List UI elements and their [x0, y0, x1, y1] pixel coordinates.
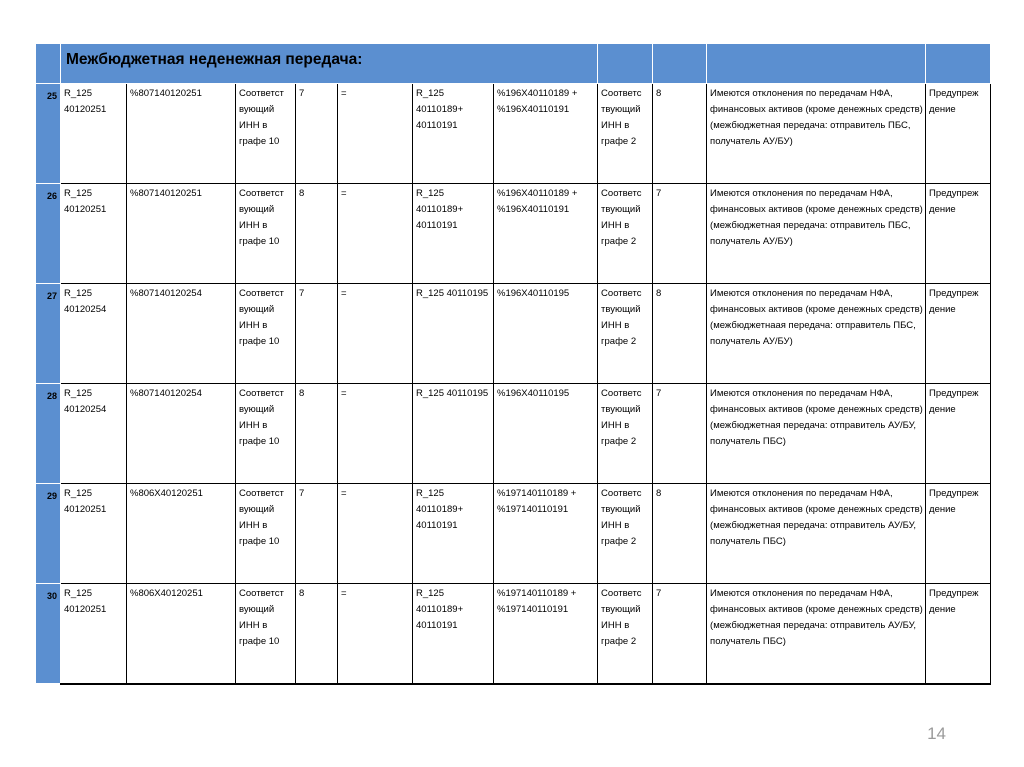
cell-column-value: 7 [296, 484, 338, 584]
header-blank-cell [598, 44, 653, 84]
cell-message: Имеются отклонения по передачам НФА, финансовых активов (кроме денежных средств) (межбюджетная передача: отправитель ПБС, получатель АУ/БУ) [707, 84, 926, 184]
cell-compare-indicator: R_125 40110195 [413, 284, 494, 384]
cell-message: Имеются отклонения по передачам НФА, финансовых активов (кроме денежных средств) (межбюджетная передача: отправитель АУ/БУ, получатель ПБС) [707, 484, 926, 584]
cell-severity: Предупреж дение [926, 184, 991, 284]
row-number: 28 [36, 384, 61, 484]
cell-compare-inn: Соответс твующий ИНН в графе 2 [598, 384, 653, 484]
cell-compare-inn: Соответс твующий ИНН в графе 2 [598, 284, 653, 384]
cell-operator: = [338, 284, 413, 384]
cell-indicator: R_125 40120251 [61, 184, 127, 284]
cell-column-value: 8 [296, 584, 338, 684]
cell-severity: Предупреж дение [926, 84, 991, 184]
control-rules-table [35, 43, 991, 685]
cell-operator: = [338, 384, 413, 484]
cell-indicator: R_125 40120254 [61, 384, 127, 484]
cell-compare-inn: Соответс твующий ИНН в графе 2 [598, 184, 653, 284]
cell-inn-condition: Соответст вующий ИНН в графе 10 [236, 184, 296, 284]
cell-account: %806X40120251 [127, 584, 236, 684]
row-number: 25 [36, 84, 61, 184]
cell-operator: = [338, 84, 413, 184]
cell-column-value: 8 [296, 184, 338, 284]
cell-severity: Предупреж дение [926, 384, 991, 484]
cell-indicator: R_125 40120251 [61, 484, 127, 584]
cell-compare-value: 7 [653, 384, 707, 484]
cell-inn-condition: Соответст вующий ИНН в графе 10 [236, 384, 296, 484]
cell-compare-inn: Соответс твующий ИНН в графе 2 [598, 584, 653, 684]
cell-compare-indicator: R_125 40110195 [413, 384, 494, 484]
header-blank-cell [653, 44, 707, 84]
cell-compare-value: 8 [653, 84, 707, 184]
table-row [36, 484, 991, 584]
cell-compare-indicator: R_125 40110189+ 40110191 [413, 584, 494, 684]
row-number: 26 [36, 184, 61, 284]
cell-indicator: R_125 40120251 [61, 584, 127, 684]
cell-compare-account: %196X40110195 [494, 384, 598, 484]
cell-inn-condition: Соответст вующий ИНН в графе 10 [236, 284, 296, 384]
header-num-cell [36, 44, 61, 84]
cell-message: Имеются отклонения по передачам НФА, финансовых активов (кроме денежных средств) (межбюджетная передача: отправитель АУ/БУ, получатель ПБС) [707, 384, 926, 484]
cell-inn-condition: Соответст вующий ИНН в графе 10 [236, 84, 296, 184]
cell-operator: = [338, 584, 413, 684]
cell-compare-account: %197140110189 + %197140110191 [494, 484, 598, 584]
cell-column-value: 7 [296, 84, 338, 184]
table-row [36, 84, 991, 184]
cell-compare-indicator: R_125 40110189+ 40110191 [413, 484, 494, 584]
cell-compare-account: %197140110189 + %197140110191 [494, 584, 598, 684]
cell-severity: Предупреж дение [926, 284, 991, 384]
cell-column-value: 8 [296, 384, 338, 484]
table-row [36, 384, 991, 484]
cell-compare-indicator: R_125 40110189+ 40110191 [413, 184, 494, 284]
cell-operator: = [338, 484, 413, 584]
cell-account: %807140120254 [127, 384, 236, 484]
cell-severity: Предупреж дение [926, 584, 991, 684]
cell-severity: Предупреж дение [926, 484, 991, 584]
cell-compare-account: %196X40110189 + %196X40110191 [494, 84, 598, 184]
row-number: 30 [36, 584, 61, 684]
cell-account: %807140120254 [127, 284, 236, 384]
cell-message: Имеются отклонения по передачам НФА, финансовых активов (кроме денежных средств) (межбюджетная передача: отправитель АУ/БУ, получатель ПБС) [707, 584, 926, 684]
cell-inn-condition: Соответст вующий ИНН в графе 10 [236, 484, 296, 584]
cell-compare-value: 8 [653, 284, 707, 384]
cell-message: Имеются отклонения по передачам НФА, финансовых активов (кроме денежных средств) (межбюджетная передача: отправитель ПБС, получатель АУ/БУ) [707, 184, 926, 284]
cell-compare-value: 7 [653, 184, 707, 284]
cell-compare-indicator: R_125 40110189+ 40110191 [413, 84, 494, 184]
cell-account: %807140120251 [127, 84, 236, 184]
header-blank-cell [926, 44, 991, 84]
page-number: 14 [927, 724, 946, 743]
cell-operator: = [338, 184, 413, 284]
row-number: 29 [36, 484, 61, 584]
cell-column-value: 7 [296, 284, 338, 384]
cell-compare-inn: Соответс твующий ИНН в графе 2 [598, 84, 653, 184]
cell-indicator: R_125 40120254 [61, 284, 127, 384]
table-row [36, 584, 991, 684]
cell-compare-account: %196X40110189 + %196X40110191 [494, 184, 598, 284]
cell-compare-inn: Соответс твующий ИНН в графе 2 [598, 484, 653, 584]
table-row [36, 284, 991, 384]
cell-compare-value: 8 [653, 484, 707, 584]
cell-indicator: R_125 40120251 [61, 84, 127, 184]
row-number: 27 [36, 284, 61, 384]
cell-compare-account: %196X40110195 [494, 284, 598, 384]
table-title: Межбюджетная неденежная передача: [61, 44, 598, 84]
cell-inn-condition: Соответст вующий ИНН в графе 10 [236, 584, 296, 684]
cell-account: %806X40120251 [127, 484, 236, 584]
cell-account: %807140120251 [127, 184, 236, 284]
table-header-row [36, 44, 991, 84]
cell-compare-value: 7 [653, 584, 707, 684]
header-blank-cell [707, 44, 926, 84]
cell-message: Имеются отклонения по передачам НФА, финансовых активов (кроме денежных средств) (межбюджетнаая передача: отправитель ПБС, получатель АУ/БУ) [707, 284, 926, 384]
table-row [36, 184, 991, 284]
